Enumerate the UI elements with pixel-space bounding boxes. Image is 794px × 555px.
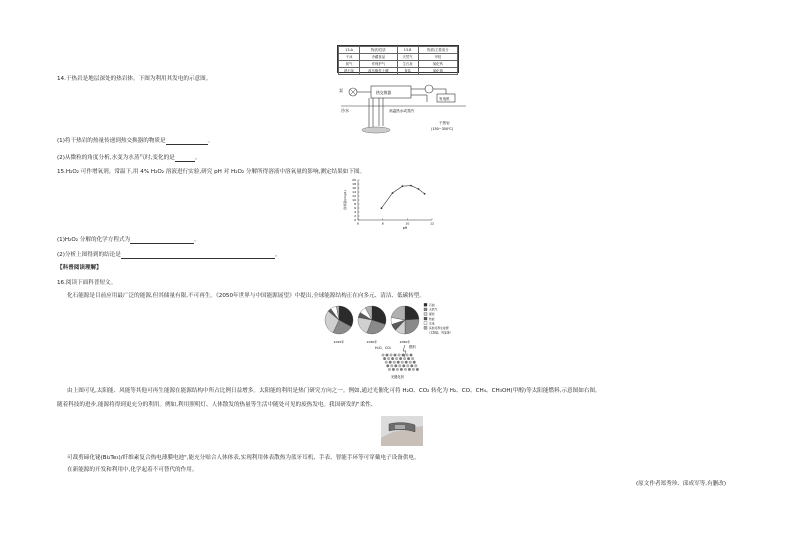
catalyst-atom	[388, 368, 391, 371]
catalyst-atom	[404, 368, 407, 371]
table-cell: 氧化钙	[418, 61, 457, 68]
catalyst-atom	[407, 357, 410, 360]
table-row	[339, 68, 458, 75]
turbine-icon	[425, 85, 433, 93]
catalyst-atom	[409, 361, 412, 364]
legend-label: 水电	[429, 321, 435, 326]
answer-blank[interactable]	[166, 144, 208, 145]
table-cell: 生石灰	[397, 61, 418, 68]
reference-table	[337, 45, 459, 73]
exchanger-label: 热交换器	[376, 90, 392, 95]
legend-swatch	[424, 308, 427, 311]
table-row	[339, 61, 458, 68]
table-cell: 改良酸性土壤	[360, 68, 397, 75]
catalyst-atom	[405, 361, 408, 364]
catalyst-atom	[411, 365, 414, 368]
answer-blank[interactable]	[130, 243, 194, 244]
catalyst-atom	[400, 368, 403, 371]
catalyst-atom	[393, 361, 396, 364]
y-axis-label: 溶氧量/(mg/L)	[343, 190, 347, 210]
q16-stem: 16.阅读下面科普短文。	[57, 280, 117, 286]
table-cell: 氮气	[339, 61, 360, 68]
catalyst-atom	[392, 368, 395, 371]
q16-paragraph-3: 随着科技的进步,能源将得到更充分的利用。例如,利用照明灯、人体散发的热量等生活中随处可见的废热发电。我国研发的"柔性、	[57, 402, 377, 408]
table-cell: 物质/主要成分	[418, 47, 457, 54]
q16-paragraph-4: 可裁剪碲化铋(Bi₂Te₃)/纤维素复合热电薄膜电池",能充分贴合人体体表,实现利用体表散热为蓝牙耳机、手表、智能手环等可穿戴电子设备供电。	[67, 455, 420, 461]
legend-label: 其他可再生能源	[429, 326, 449, 330]
legend-label: 煤炭	[429, 312, 435, 317]
legend-swatch	[424, 313, 427, 316]
pie-slice	[391, 306, 405, 320]
generator-label: 发电机	[439, 97, 450, 101]
catalyst-atom	[406, 354, 409, 357]
y-tick-label: 6	[354, 206, 356, 210]
y-tick-label: 2	[354, 214, 356, 218]
q15-sub2: (2)分析上图得到的结论是 。	[57, 252, 281, 258]
catalyst-atom	[394, 354, 397, 357]
catalyst-atom	[389, 361, 392, 364]
catalyst-atom	[410, 354, 413, 357]
x-tick-label: 12	[430, 221, 434, 226]
legend-swatch	[424, 326, 427, 329]
y-tick-label: 14	[352, 190, 356, 194]
catalyst-atom	[399, 357, 402, 360]
table-row	[339, 47, 458, 54]
table-cell: 熟石灰	[339, 68, 360, 75]
table-cell: 13-A	[339, 47, 360, 54]
legend-swatch	[424, 322, 427, 325]
legend-label: 石油	[429, 303, 435, 307]
steam-label: 高温热水或蒸汽	[389, 109, 415, 113]
catalyst-atom	[402, 354, 405, 357]
table-cell: 氯化钠	[418, 68, 457, 75]
legend-swatch	[424, 303, 427, 306]
y-tick-label: 20	[352, 178, 356, 182]
x-tick-label: 6	[357, 221, 359, 226]
table-cell: 13-B	[397, 47, 418, 54]
y-tick-label: 4	[354, 210, 356, 214]
catalyst-atom	[413, 361, 416, 364]
catalyst-atom	[396, 368, 399, 371]
q15-sub1: (1)H₂O₂ 分解的化学方程式为 。	[57, 237, 200, 243]
catalyst-atom	[399, 365, 402, 368]
catalyst-atom	[385, 361, 388, 364]
q14-sub2: (2)从微粒的角度分析,水变为水蒸气时,变化的是 。	[57, 155, 201, 161]
q15-chart	[342, 176, 438, 230]
answer-blank[interactable]	[175, 161, 195, 162]
catalyst-atom	[411, 357, 414, 360]
reactant-label: H₂O、CO₂	[375, 346, 392, 350]
y-tick-label: 0	[354, 218, 356, 222]
temp-label: (150~350℃)	[431, 127, 454, 131]
rock-label: 干热岩	[439, 121, 450, 125]
catalyst-atom	[390, 354, 393, 357]
catalyst-atom	[416, 368, 419, 371]
catalyst-atom	[382, 354, 385, 357]
table-cell: 天然气	[397, 54, 418, 61]
catalyst-atom	[395, 357, 398, 360]
data-point	[402, 185, 404, 187]
legend-label: 天然气	[429, 307, 438, 312]
answer-blank[interactable]	[121, 258, 275, 259]
q14-sub1: (1)将干热岩的热量传递到热交换器的物质是 。	[57, 138, 214, 144]
table-cell: 冷藏食品	[360, 54, 397, 61]
data-point	[381, 207, 383, 209]
data-point	[418, 188, 420, 190]
y-tick-label: 12	[352, 194, 356, 198]
catalyst-atom	[403, 357, 406, 360]
x-tick-label: 10	[405, 221, 410, 226]
pie-year-label: 2050年	[399, 340, 411, 344]
legend-label: 核能	[429, 316, 435, 321]
legend-label: (太阳能、风能等)	[429, 330, 451, 335]
catalyst-atom	[407, 365, 410, 368]
catalyst-atom	[386, 354, 389, 357]
catalyst-atom	[391, 365, 394, 368]
catalyst-atom	[415, 365, 418, 368]
catalyst-atom	[397, 361, 400, 364]
thermoelectric-band-photo	[381, 416, 423, 446]
catalyst-label: 光催化剂	[391, 375, 404, 379]
pie-slice	[405, 319, 419, 334]
catalyst-atom	[383, 357, 386, 360]
catalyst-atom	[387, 357, 390, 360]
q16-paragraph-2: 由上图可见,太阳能、风能等其他可再生能源在能源结构中所占比例日益增多。太阳能的利用是热门研究方向之一。例如,通过光催化可将 H₂O、CO₂ 转化为 H₂、CO、CH₄、CH₃OH(甲醇)等太阳能燃料,示意图如右图。	[67, 388, 601, 394]
y-tick-label: 18	[352, 182, 356, 186]
table-cell: 干冰	[339, 54, 360, 61]
legend-swatch	[424, 317, 427, 320]
catalyst-atom	[408, 368, 411, 371]
energy-pie-charts	[322, 302, 467, 346]
y-tick-label: 16	[352, 186, 356, 190]
table-cell: 甲烷	[418, 54, 457, 61]
pie-year-label: 2030年	[366, 340, 378, 344]
q16-paragraph-1: 化石能源是目前应用最广泛的能源,但其储量有限,不可再生。《2050年世界与中国能源展望》中提出,全球能源结构正在向多元、清洁、低碳转型。	[67, 293, 425, 299]
cold-water-label: 冷水	[341, 108, 349, 113]
y-tick-label: 8	[354, 202, 356, 206]
catalyst-atom	[391, 357, 394, 360]
pie-year-label: 2015年	[333, 340, 345, 344]
catalyst-atom	[412, 368, 415, 371]
catalyst-atom	[398, 354, 401, 357]
table-cell: 物质/性质	[360, 47, 397, 54]
geothermal-diagram	[331, 80, 466, 135]
data-point	[392, 192, 394, 194]
table-cell: 作保护气	[360, 61, 397, 68]
section-title: 【科普阅读理解】	[57, 265, 102, 271]
catalyst-atom	[387, 365, 390, 368]
pie-slice	[405, 306, 419, 320]
photocatalysis-figure	[373, 343, 425, 379]
fuel-label: 燃料	[409, 345, 416, 349]
q16-paragraph-5: 在新能源的开发和利用中,化学起着不可替代的作用。	[67, 467, 198, 473]
data-point	[424, 193, 426, 195]
pump-label: 泵	[339, 88, 343, 93]
catalyst-atom	[403, 365, 406, 368]
y-tick-label: 10	[352, 198, 356, 202]
x-tick-label: 8	[381, 221, 384, 226]
x-axis-label: pH	[402, 226, 408, 230]
data-point	[410, 185, 412, 187]
source-note: (原文作者郑秀珍、邱成军等,有删改)	[636, 481, 727, 487]
table-row	[339, 54, 458, 61]
catalyst-atom	[395, 365, 398, 368]
q14-stem: 14.干热岩是地层深处的热岩体。下图为利用其发电的示意图。	[57, 76, 212, 82]
q15-stem: 15.H₂O₂ 可作增氧剂。常温下,用 4% H₂O₂ 溶液进行实验,研究 pH 对 H₂O₂ 分解所得溶液中溶氧量的影响,测定结果如下图。	[57, 169, 366, 175]
catalyst-atom	[401, 361, 404, 364]
table-cell: 食盐	[397, 68, 418, 75]
